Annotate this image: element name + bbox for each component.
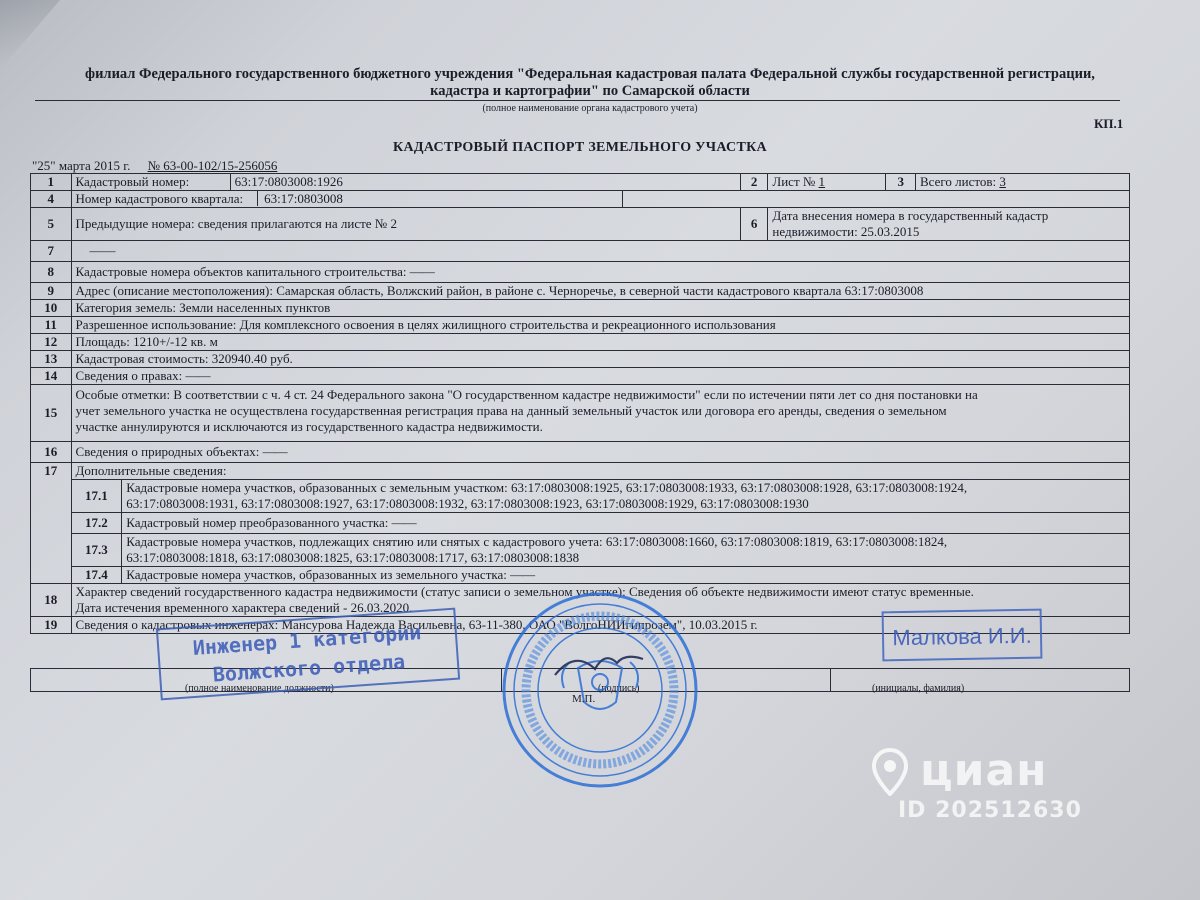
row-14: 14 Сведения о правах: —— [31,368,1130,385]
area: Площадь: 1210+/-12 кв. м [71,334,1129,351]
row-12: 12 Площадь: 1210+/-12 кв. м [31,334,1130,351]
form-code: КП.1 [1094,116,1124,131]
row-16: 16 Сведения о природных объектах: —— [31,442,1130,463]
row-17-1: 17.1 Кадастровые номера участков, образованных с земельным участком: 63:17:0803008:1925, 63:17:0803008:1933, 63:17:0803008:1928, 63:17:0803008:1924, 63:17:0803008:1931, 63:17:0803008:1927, 63:17:0803008:1932, 63:17:0803008:1923, 63:17:0803008:1929, 63:17:0803008:1930 [31,480,1130,513]
watermark-id: ID 202512630 [898,798,1082,823]
row-10: 10 Категория земель: Земли населенных пунктов [31,300,1130,317]
row-17-3: 17.3 Кадастровые номера участков, подлежащих снятию или снятых с кадастрового учета: 63:17:0803008:1660, 63:17:0803008:1819, 63:17:0803008:1824, 63:17:0803008:1818, 63:17:0803008:1825, 63:17:0803008:1717, 63:17:0803008:1838 [31,534,1130,567]
row-17-2: 17.2 Кадастровый номер преобразованного участка: —— [31,513,1130,534]
land-category: Категория земель: Земли населенных пунктов [71,300,1129,317]
cadastral-engineers: Сведения о кадастровых инженерах: Мансурова Надежда Васильевна, 63-11-380, ОАО "ВолгоНИИгипрозем", 10.03.2015 г. [71,617,1129,634]
watermark-brand: циан [920,745,1048,796]
row-9: 9 Адрес (описание местоположения): Самарская область, Волжский район, в районе с. Черноречье, в северной части кадастрового квартала 63:17:0803008 [31,283,1130,300]
row-17-4: 17.4 Кадастровые номера участков, образованных из земельного участка: —— [31,567,1130,584]
organization-line-2: кадастра и картографии" по Самарской области [430,83,750,99]
paper-corner [0,0,60,70]
organization-caption: (полное наименование органа кадастрового учета) [482,103,698,114]
sheet-number: Лист № 1 [768,174,886,191]
row-5: 5 Предыдущие номера: сведения прилагаются на листе № 2 6 Дата внесения номера в государственный кадастр недвижимости: 25.03.2015 [31,208,1130,241]
previous-numbers: Предыдущие номера: сведения прилагаются на листе № 2 [71,208,740,241]
position-stamp: Инженер 1 категории Волжского отдела [156,608,460,701]
record-status: Характер сведений государственного кадастра недвижимости (статус записи о земельном участке): Сведения об объекте недвижимости имеют статус временные. Дата истечения временного характера сведений - 26.03.2020. [71,584,1129,617]
special-notes: Особые отметки: В соответствии с ч. 4 ст. 24 Федерального закона "О государственном кадастре недвижимости" если по истечении пяти лет со дня постановки на учет земельного участка не осуществлена государственная регистрация права на данный земельный участок или договора его аренды, сведения о земельном участке аннулируются и исключаются из государственного кадастра недвижимости. [71,385,1129,442]
watermark [870,745,1082,823]
total-sheets: Всего листов: 3 [916,174,1130,191]
document-date: "25" марта 2015 г. [32,158,131,173]
entry-date: Дата внесения номера в государственный кадастр недвижимости: 25.03.2015 [768,208,1130,241]
passport-table [30,173,1130,634]
row-1: 1 Кадастровый номер: 63:17:0803008:1926 2 Лист № 1 3 Всего листов: 3 [31,174,1130,191]
organization-line-1: филиал Федерального государственного бюджетного учреждения "Федеральная кадастровая палата Федеральной службы государственной регистрации, [85,66,1095,82]
header-divider [35,100,1120,101]
row-15: 15 Особые отметки: В соответствии с ч. 4 ст. 24 Федерального закона "О государственном кадастре недвижимости" если по истечении пяти лет со дня постановки на учет земельного участка не осуществлена государственная регистрация права на данный земельный участок или договора его аренды, сведения о земельном участке аннулируются и исключаются из государственного кадастра недвижимости. [31,385,1130,442]
row-11: 11 Разрешенное использование: Для комплексного освоения в целях жилищного строительства и рекреационного использования [31,317,1130,334]
document-title: КАДАСТРОВЫЙ ПАСПОРТ ЗЕМЕЛЬНОГО УЧАСТКА [393,140,767,155]
quarter-label: Номер кадастрового квартала: 63:17:0803008 [71,191,622,208]
formed-parcels: Кадастровые номера участков, образованных с земельным участком: 63:17:0803008:1925, 63:17:0803008:1933, 63:17:0803008:1928, 63:17:0803008:1924, 63:17:0803008:1931, 63:17:0803008:1927, 63:17:0803008:1932, 63:17:0803008:1923, 63:17:0803008:1929, 63:17:0803008:1930 [122,480,1130,513]
official-seal [500,590,700,790]
organization-name [60,66,1120,100]
cadastral-number-label: Кадастровый номер: [71,174,230,191]
document-number: № 63-00-102/15-256056 [147,158,278,173]
removed-parcels: Кадастровые номера участков, подлежащих снятию или снятых с кадастрового учета: 63:17:0803008:1660, 63:17:0803008:1819, 63:17:0803008:1824, 63:17:0803008:1818, 63:17:0803008:1825, 63:17:0803008:1717, 63:17:0803008:1838 [122,534,1130,567]
address: Адрес (описание местоположения): Самарская область, Волжский район, в районе с. Черноречье, в северной части кадастрового квартала 63:17:0803008 [71,283,1129,300]
row-19: 19 Сведения о кадастровых инженерах: Мансурова Надежда Васильевна, 63-11-380, ОАО "ВолгоНИИгипрозем", 10.03.2015 г. [31,617,1130,634]
row-13: 13 Кадастровая стоимость: 320940.40 руб. [31,351,1130,368]
permitted-use: Разрешенное использование: Для комплексного освоения в целях жилищного строительства и рекреационного использования [71,317,1129,334]
row-7: 7 —— [31,241,1130,262]
quarter-value: 63:17:0803008 [257,191,343,206]
name-stamp: Малкова И.И. [882,609,1043,662]
row-17: 17 Дополнительные сведения: [31,463,1130,480]
cadastral-number-value: 63:17:0803008:1926 [230,174,740,191]
seal-place-label: М.П. [572,693,596,705]
row-8: 8 Кадастровые номера объектов капитального строительства: —— [31,262,1130,283]
row-4: 4 Номер кадастрового квартала: 63:17:0803008 [31,191,1130,208]
signature-caption: (подпись) [598,683,640,694]
cadastral-value: Кадастровая стоимость: 320940.40 руб. [71,351,1129,368]
name-caption: (инициалы, фамилия) [872,683,965,694]
document-date-line [32,158,277,174]
position-caption: (полное наименование должности) [185,683,334,694]
row-18: 18 Характер сведений государственного кадастра недвижимости (статус записи о земельном участке): Сведения об объекте недвижимости имеют статус временные. Дата истечения временного характера сведений - 26.03.2020. [31,584,1130,617]
